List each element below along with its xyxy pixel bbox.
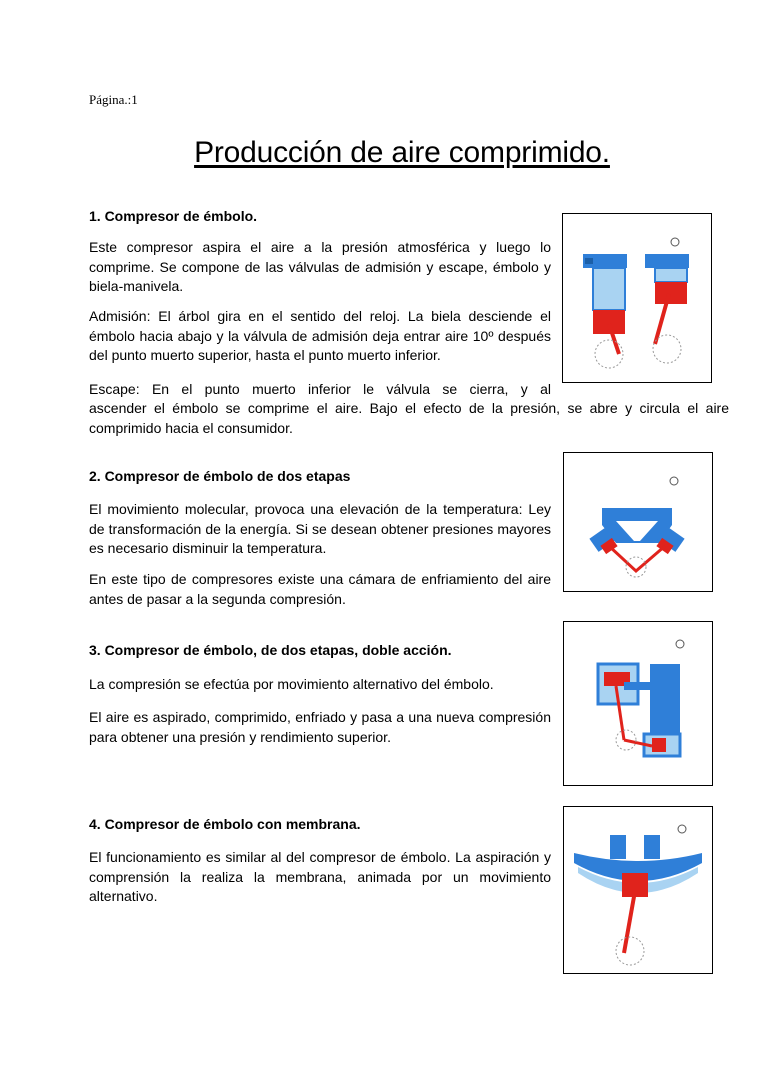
figure-membrane-compressor — [563, 806, 713, 974]
page-title: Producción de aire comprimido. — [194, 136, 610, 169]
section-1-paragraph-2: Admisión: El árbol gira en el sentido del reloj. La biela desciende el émbolo hacia abajo y la válvula de admisión deja entrar aire 10º después del punto muerto superior, hasta el punto muerto inferior. — [89, 308, 551, 363]
section-3-paragraph-2: El aire es aspirado, comprimido, enfriado y pasa a una nueva compresión para obtener una presión y rendimiento superior. — [89, 709, 551, 745]
section-3-paragraph-1: La compresión se efectúa por movimiento alternativo del émbolo. — [89, 676, 494, 692]
section-1-heading: 1. Compresor de émbolo. — [89, 208, 258, 224]
section-1-paragraph-1: Este compresor aspira el aire a la presión atmosférica y luego lo comprime. Se compone de las válvulas de admisión y escape, émbolo y biela-manivela. — [89, 239, 551, 294]
page-number: Página.:1 — [89, 92, 138, 107]
section-2-paragraph-2: En este tipo de compresores existe una cámara de enfriamiento del aire antes de pasar a la segunda compresión. — [89, 571, 551, 607]
figure-piston-compressor — [562, 213, 712, 383]
section-1-paragraph-4: ascender el émbolo se comprime el aire. Bajo el efecto de la presión, se abre y circula el aire comprimido hacia el consumidor. — [89, 400, 729, 436]
section-2-paragraph-1: El movimiento molecular, provoca una elevación de la temperatura: Ley de transformación de la energía. Si se desean obtener presiones mayores es necesario disminuir la temperatura. — [89, 501, 551, 556]
section-4-heading: 4. Compresor de émbolo con membrana. — [89, 816, 361, 832]
section-2-heading: 2. Compresor de émbolo de dos etapas — [89, 468, 351, 484]
section-1-paragraph-3: Escape: En el punto muerto inferior le válvula se cierra, y al — [89, 381, 551, 397]
section-4-paragraph-1: El funcionamiento es similar al del compresor de émbolo. La aspiración y comprensión la realiza la membrana, animada por un movimiento alternativo. — [89, 849, 551, 904]
figure-two-stage-compressor — [563, 452, 713, 592]
section-3-heading: 3. Compresor de émbolo, de dos etapas, doble acción. — [89, 642, 452, 658]
figure-double-action-compressor — [563, 621, 713, 786]
